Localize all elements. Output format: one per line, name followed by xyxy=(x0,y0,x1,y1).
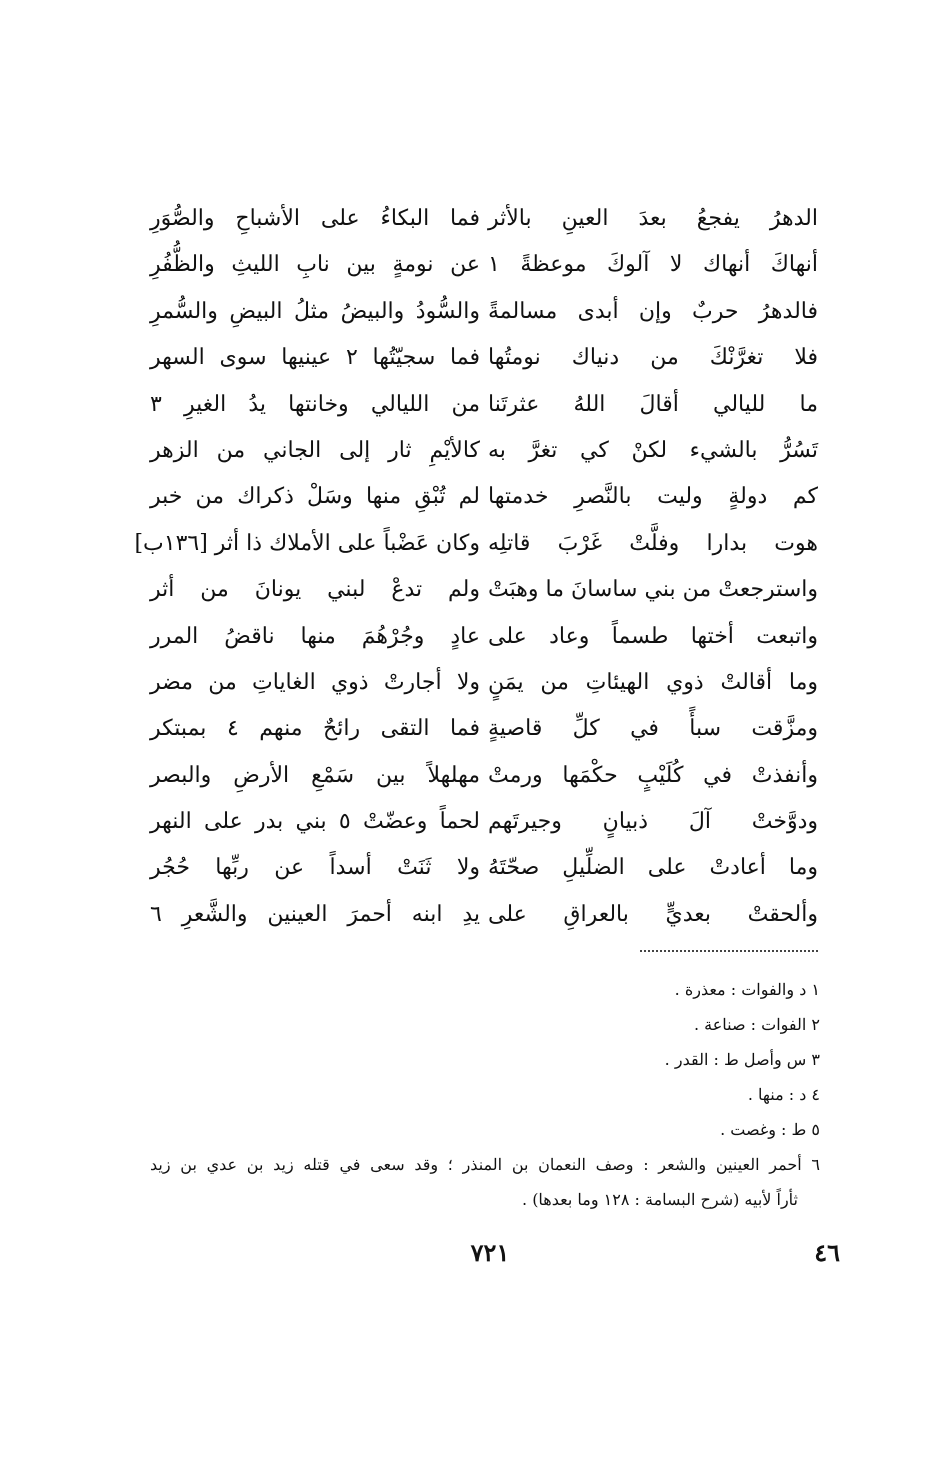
verse-line: كم دولةٍ وليت بالنَّصرِ خدمتها xyxy=(488,484,818,510)
verse-line: يدِ ابنه أحمرَ العينين والشَّعرِ ٦ xyxy=(150,901,480,927)
verse-line: أنهاكَ أنهاك لا آلوكَ موعظةً ١ xyxy=(488,252,818,278)
verse-line: وما أعادتْ على الضلِّيلِ صحّتَهُ xyxy=(488,855,818,881)
verse-line: فالدهرُ حربٌ وإن أبدى مسالمةً xyxy=(488,298,818,324)
verse-line: الدهرُ يفجعُ بعدَ العينِ بالأثر xyxy=(488,206,818,231)
page-number: ٧٢١ xyxy=(470,1238,510,1267)
footnote-6-continuation: ثأراً لأبيه (شرح البسامة : ١٢٨ وما بعدها) . xyxy=(522,1190,798,1209)
verse-line: والسُّودُ والبيضُ مثلُ البيضِ والسُّمرِ xyxy=(150,298,480,324)
verse-line: هوت بدارا وفلَّتْ غَرْبَ قاتلِه xyxy=(488,530,818,556)
footnote-4: ٤ د : منها . xyxy=(747,1085,820,1104)
verse-line: واتبعت أختها طسماً وعاد على xyxy=(488,623,818,649)
footnotes xyxy=(150,972,820,1217)
verse-line: ودوَّختْ آلَ ذبيانٍ وجيرتَهم xyxy=(488,809,818,835)
verse-line: لحماً وعضّتْ ٥ بني بدر على النهر xyxy=(150,809,480,835)
verse-line: وألحقتْ بعديٍّ بالعراقِ على xyxy=(488,901,818,927)
footnote-3: ٣ س وأصل ط : القدر . xyxy=(664,1050,820,1069)
signature-number: ٤٦ xyxy=(814,1238,840,1267)
verse-line: فما سجيّتُها ٢ عينيها سوى السهر xyxy=(150,345,480,371)
verse-line: عادٍ وجُرْهُمَ منها ناقضُ المرر xyxy=(150,623,480,649)
verse-line: ولا ثَنَتْ أسداً عن ربِّها حُجُر xyxy=(150,855,480,881)
verse-line: فما التقى رائحٌ منهم ٤ بمبتكر xyxy=(150,716,480,742)
verse-line: ومزَّقت سبأً في كلِّ قاصيةٍ xyxy=(488,716,818,742)
verse-line: وأنفذتْ في كُلَيْبٍ حكْمَها ورمتْ xyxy=(488,762,818,788)
verse-line: ولا أجارتْ ذوي الغاياتِ من مضر xyxy=(150,669,480,695)
footnote-2: ٢ الفوات : صناعة . xyxy=(693,1015,820,1034)
verse-line: فما البكاءُ على الأشباحِ والصُّوَرِ xyxy=(150,206,480,231)
footnote-5: ٥ ط : وغصت . xyxy=(720,1120,820,1139)
verse-line: كالأيْمِ ثار إلى الجاني من الزهر xyxy=(150,437,480,463)
footnote-6: ٦ أحمر العينين والشعر : وصف النعمان بن المنذر ؛ وقد سعى في قتله زيد بن عدي بن زيد xyxy=(150,1155,820,1174)
poem-left-column xyxy=(134,196,480,938)
verse-line: وما أقالتْ ذوي الهيئاتِ من يمَنٍ xyxy=(488,669,818,695)
verse-line: وكان عَضْباً على الأملاك ذا أثر [١٣٦ب] xyxy=(134,530,480,556)
verse-line: ما لليالي أقالَ اللهُ عثرتَنا xyxy=(488,391,818,417)
verse-line: عن نومةٍ بين نابِ الليثِ والظُّفُرِ xyxy=(150,252,480,278)
poem-right-column xyxy=(488,196,818,938)
footnote-separator xyxy=(640,950,818,952)
verse-line: من الليالي وخانتها يدُ الغيرِ ٣ xyxy=(150,391,480,417)
footnote-1: ١ د والفوات : معذرة . xyxy=(674,980,820,999)
verse-line: واسترجعتْ من بني ساسانَ ما وهبَتْ xyxy=(488,577,818,603)
verse-line: تَسُرُّ بالشيء لكنْ كي تغرَّ به xyxy=(488,437,818,463)
verse-line: ولم تدعْ لبني يونانَ من أثر xyxy=(150,577,480,603)
verse-line: فلا تغرَّنْكَ من دنياك نومتُها xyxy=(488,345,818,371)
verse-line: مهلهلاً بين سَمْعِ الأرضِ والبصر xyxy=(150,762,480,788)
verse-line: لم تُبْقِ منها وسَلْ ذكراك من خبر xyxy=(150,484,480,510)
